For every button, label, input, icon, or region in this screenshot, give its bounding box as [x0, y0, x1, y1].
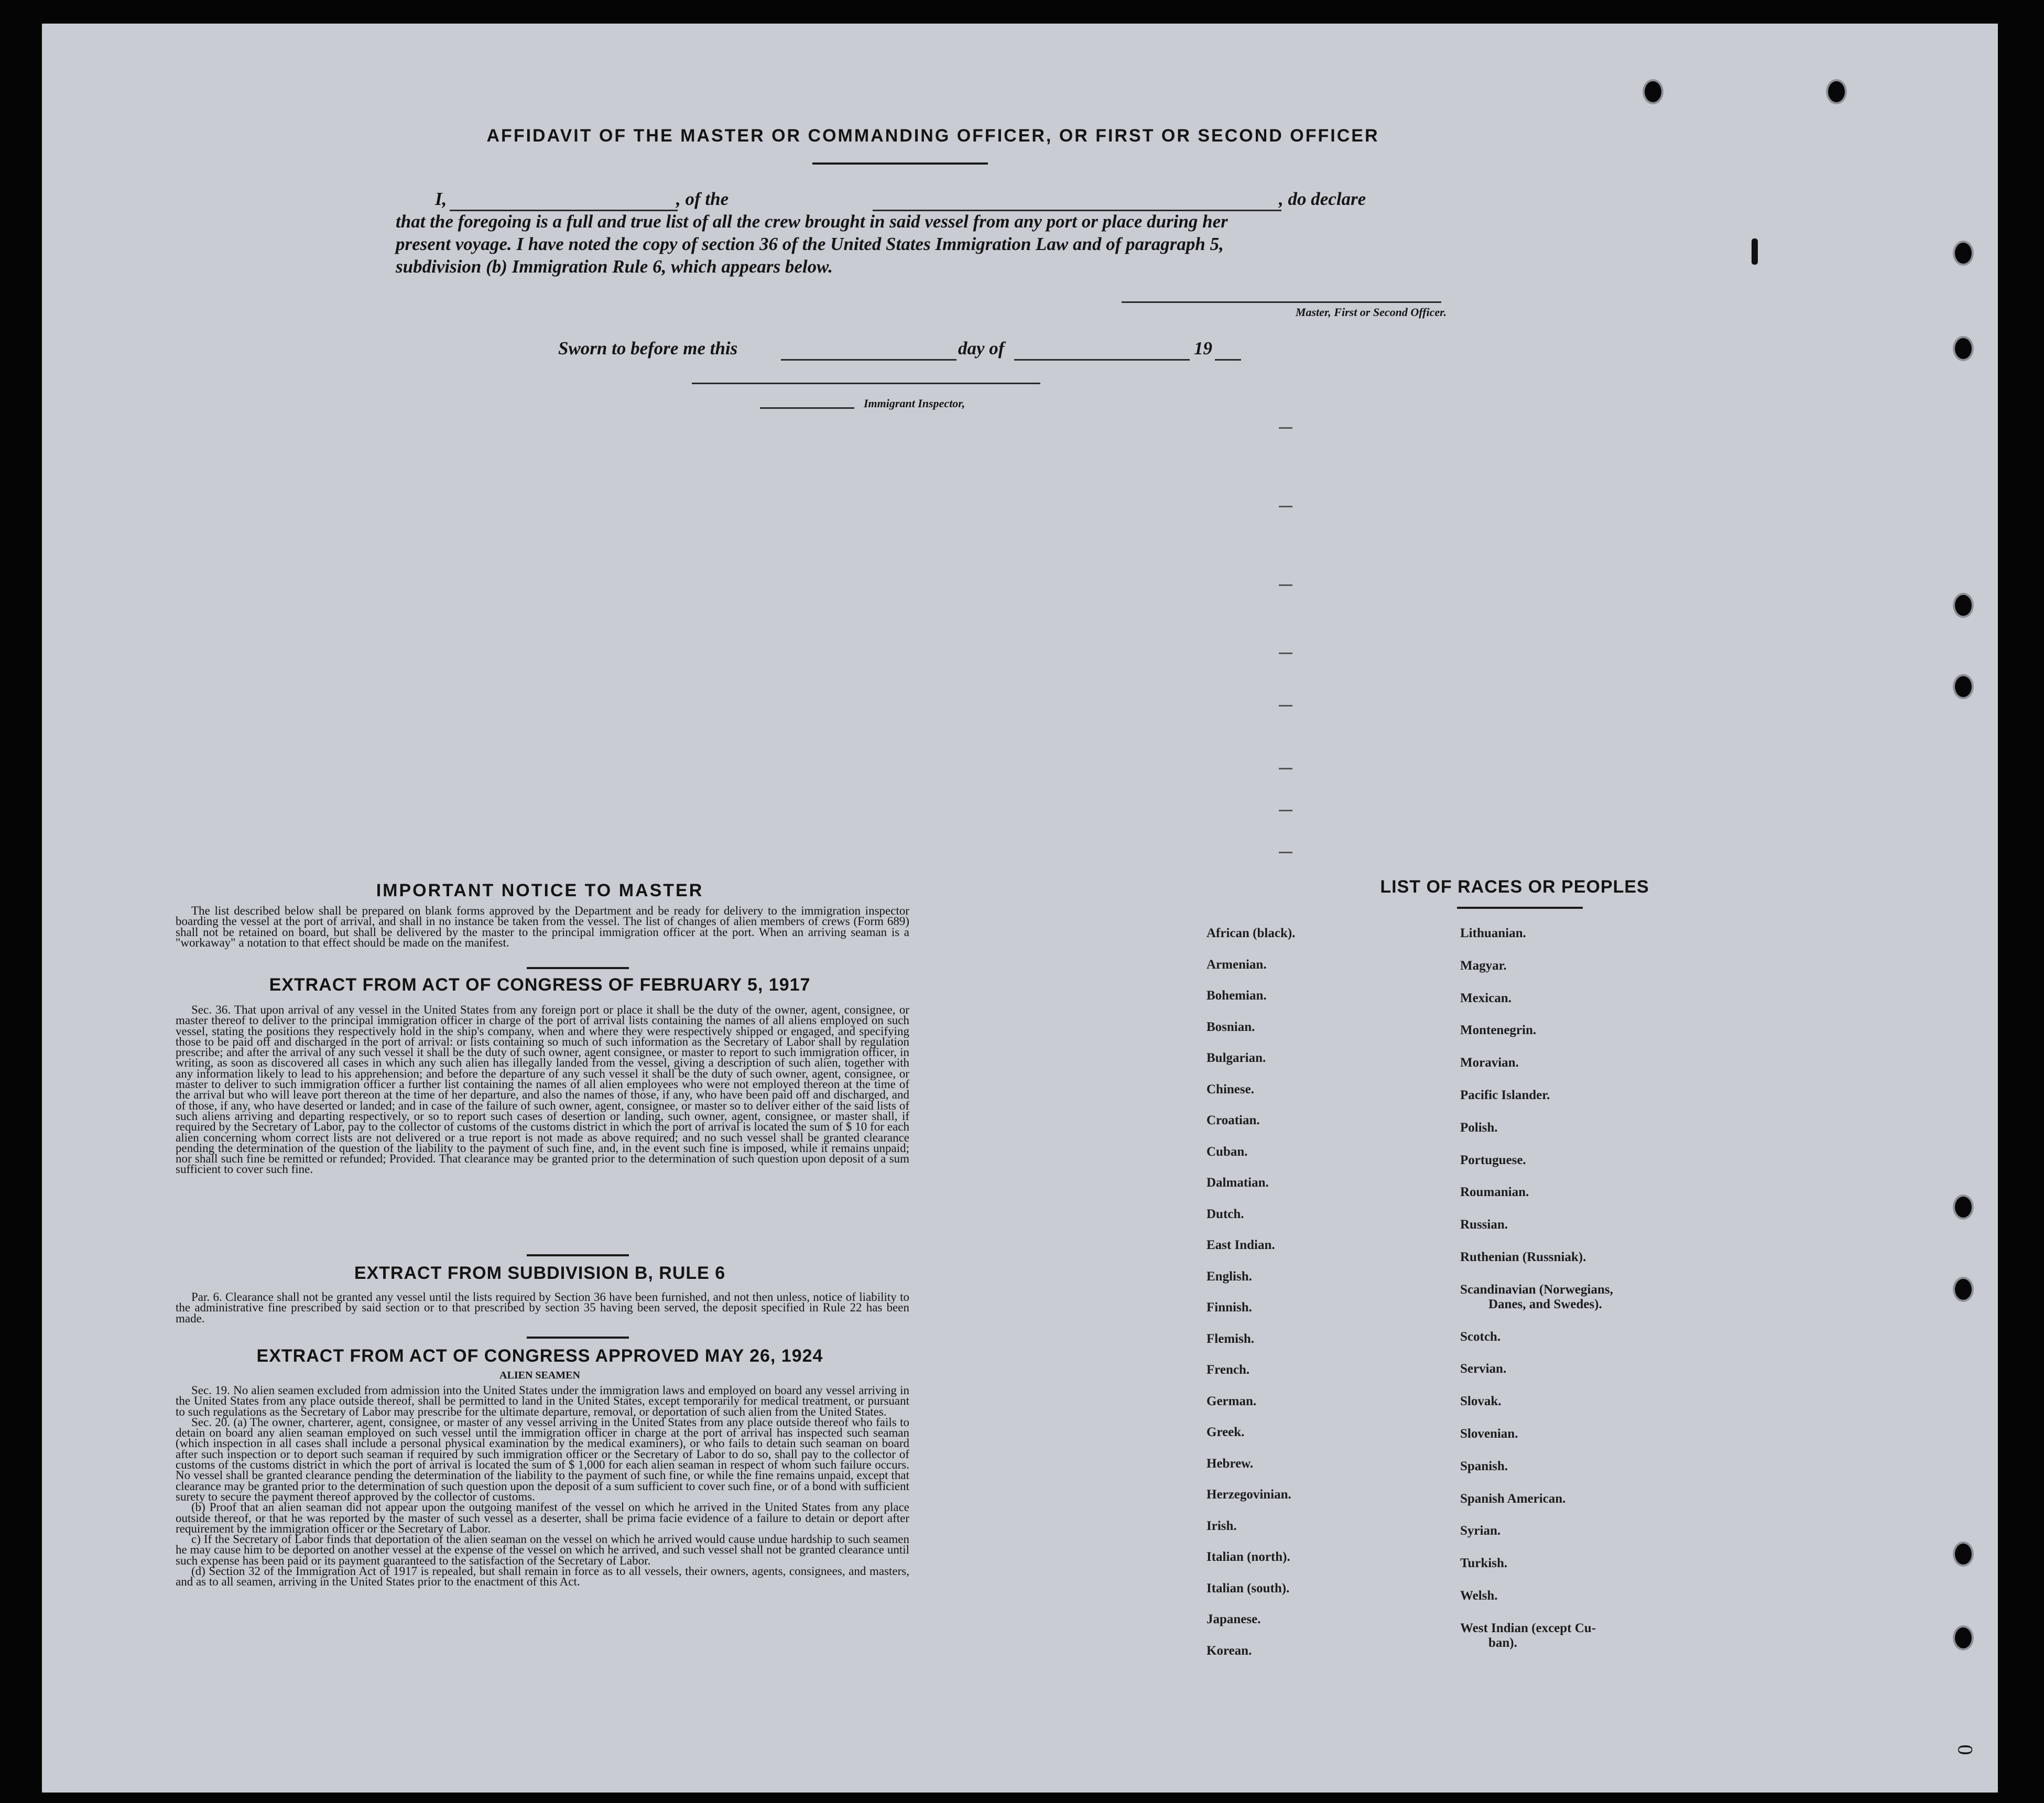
inspector-signature-line[interactable] [692, 383, 1040, 384]
faint-dash [1279, 653, 1292, 654]
race-item: Pacific Islander. [1460, 1088, 1550, 1102]
extract-1924-text [176, 1385, 909, 1588]
faint-dash [1279, 427, 1292, 429]
extract-1924-subtitle: ALIEN SEAMEN [499, 1370, 580, 1381]
master-signature-label: Master, First or Second Officer. [1295, 306, 1447, 319]
race-item: Hebrew. [1206, 1456, 1254, 1471]
extract-1917-rule [527, 1254, 629, 1256]
notice-paragraph: The list described below shall be prepared on blank forms approved by the Department and be ready for delivery to the immigration inspector boarding the vessel at the port of arrival, and shall in no instance be taken from the vessel. The list of changes of alien members of crews (Form 689) shall not be retained on board, but shall be delivered by the master to the principal immigration officer at the port. When an arriving seaman is a "workaway" a notation to that effect should be made on the manifest. [176, 904, 909, 949]
race-item: Dutch. [1206, 1207, 1244, 1221]
race-item: West Indian (except Cu- [1460, 1621, 1596, 1635]
sworn-day-line[interactable] [781, 359, 956, 361]
race-item: Scandinavian (Norwegians, [1460, 1282, 1613, 1297]
faint-dash [1279, 852, 1292, 853]
race-item: Flemish. [1206, 1331, 1254, 1346]
races-title-rule [1457, 907, 1583, 909]
sworn-year-line[interactable] [1215, 359, 1241, 361]
race-item: English. [1206, 1269, 1252, 1284]
affidavit-line4: subdivision (b) Immigration Rule 6, which appears below. [396, 256, 833, 277]
races-title: LIST OF RACES OR PEOPLES [1380, 877, 1649, 897]
race-item: Mexican. [1460, 991, 1512, 1005]
extract-rule6-title: EXTRACT FROM SUBDIVISION B, RULE 6 [354, 1263, 726, 1283]
rule6-paragraph: Par. 6. Clearance shall not be granted any vessel until the lists required by Section 36 have been furnished, and not then unless, notice of liability to the administrative fine prescribed by said section or to that prescribed by section 35 having been served, the deposit specified in Rule 22 has been made. [176, 1290, 909, 1325]
binder-hole [1828, 81, 1845, 102]
sworn-year: 19 [1194, 338, 1212, 359]
binder-hole [1955, 595, 1972, 616]
race-item: Syrian. [1460, 1524, 1501, 1538]
binder-hole [1645, 81, 1661, 102]
section-20c-paragraph: c) If the Secretary of Labor finds that deportation of the alien seaman on the vessel on which he arrived would cause undue hardship to such seamen he may cause him to be deported on another vessel at the expense of the vessel on which he arrived, and such vessel shall not be granted clearance until such expense has been paid or its payment guaranteed to the satisfaction of the Secretary of Labor. [176, 1533, 909, 1567]
race-item: Japanese. [1206, 1612, 1261, 1626]
race-item: Bohemian. [1206, 989, 1267, 1003]
race-item: Polish. [1460, 1120, 1498, 1135]
extract-1924-title: EXTRACT FROM ACT OF CONGRESS APPROVED MAY 26, 1924 [256, 1346, 823, 1366]
faint-dash [1279, 705, 1292, 707]
sworn-month-line[interactable] [1014, 359, 1190, 361]
race-item: Irish. [1206, 1518, 1237, 1533]
binder-hole [1955, 338, 1972, 359]
binder-hole [1955, 243, 1972, 264]
document-sheet [42, 24, 1998, 1793]
race-item: Slovenian. [1460, 1427, 1518, 1441]
affidavit-of-the: , of the [676, 189, 729, 209]
extract-rule6-rule [527, 1337, 629, 1339]
race-item: Armenian. [1206, 957, 1267, 972]
binder-hole [1955, 676, 1972, 697]
affidavit-title: AFFIDAVIT OF THE MASTER OR COMMANDING OFFICER, OR FIRST OR SECOND OFFICER [486, 126, 1379, 146]
binder-hole [1955, 1197, 1972, 1218]
faint-dash [1279, 768, 1292, 769]
race-item: Spanish American. [1460, 1491, 1566, 1506]
extract-rule6-text [176, 1292, 909, 1324]
margin-mark: 0 [1953, 1744, 1977, 1755]
faint-dash [1279, 810, 1292, 811]
race-item: Croatian. [1206, 1113, 1260, 1127]
race-item: Bulgarian. [1206, 1051, 1266, 1065]
faint-dash [1279, 584, 1292, 586]
race-item: East Indian. [1206, 1238, 1275, 1252]
section-19-paragraph: Sec. 19. No alien seamen excluded from admission into the United States under the immigration laws and employed on board any vessel arriving in the United States from any place outside thereof, shall be permitted to land in the United States, except temporarily for medical treatment, or pursuant to such regulations as the Secretary of Labor may prescribe for the ultimate departure, removal, or deportation of such alien from the United States. [176, 1384, 909, 1418]
race-item: ban). [1488, 1635, 1517, 1650]
section-36-paragraph: Sec. 36. That upon arrival of any vessel in the United States from any foreign port or place it shall be the duty of the owner, agent, consignee, or master thereof to deliver to the principal immigration officer in charge of the port of arrival lists containing the names of all aliens employed on such vessel, stating the positions they respectively hold in the ship's company, when and where they were respectively shipped or engaged, and specifying those to be paid off and discharged in the port of arrival: or lists containing so much of such information as the Secretary of Labor shall by regulation prescribe; and after the arrival of any such vessel it shall be the duty of such owner, agent consignee, or master to report to such immigration officer, in writing, as soon as discovered all cases in which any such alien has illegally landed from the vessel, giving a description of such alien, together with any information likely to lead to his apprehension; and before the departure of any such vessel it shall be the duty of such owner, agent, consignee, or master to deliver to such immigration officer a further list containing the names of all alien employees who were not employed thereon at the time of the arrival but who will leave port thereon at the time of her departure, and also the names of those, if any, who have been paid off and discharged, and of those, if any, who have deserted or landed; and in case of the failure of such owner, agent, consignee, or master so to deliver either of the said lists of such aliens arriving and departing respectively, or so to report such cases of desertion or landing, such owner, agent, consignee, or master shall, if required by the Secretary of Labor, pay to the collector of customs of the customs district in which the port of arrival is located the sum of $ 10 for each alien concerning whom correct lists are not delivered or a true report is not made as above required; and no such vessel shall be granted clearance pending the determination of the question of the liability to the payment of such fine, and, in the event such fine is imposed, while it remains unpaid; nor shall such fine be remitted or refunded; Provided. That clearance may be granted prior to the determination of such question upon deposit of a sum sufficient to cover such fine. [176, 1003, 909, 1176]
notice-text [176, 906, 909, 948]
race-item: Montenegrin. [1460, 1023, 1537, 1038]
sworn-prefix: Sworn to before me this [558, 338, 738, 359]
race-item: Bosnian. [1206, 1019, 1255, 1034]
extract-1917-title: EXTRACT FROM ACT OF CONGRESS OF FEBRUARY 5, 1917 [269, 975, 811, 995]
affidavit-i: I, [435, 189, 447, 209]
section-20d-paragraph: (d) Section 32 of the Immigration Act of 1917 is repealed, but shall remain in force as to all vessels, their owners, agents, consignees, and masters, and as to all seamen, arriving in the United States prior to the enactment of this Act. [176, 1565, 909, 1589]
race-item: Magyar. [1460, 958, 1507, 973]
race-item: Moravian. [1460, 1056, 1519, 1070]
race-item: Herzegovinian. [1206, 1487, 1291, 1502]
binder-hole [1955, 1627, 1972, 1648]
race-item: Scotch. [1460, 1329, 1501, 1344]
race-item: Welsh. [1460, 1589, 1498, 1603]
binder-hole [1955, 1544, 1972, 1565]
race-item: Italian (south). [1206, 1581, 1290, 1595]
race-item: Italian (north). [1206, 1550, 1290, 1564]
race-item: Dalmatian. [1206, 1176, 1269, 1190]
race-item: Portuguese. [1460, 1153, 1526, 1167]
race-item: Servian. [1460, 1362, 1507, 1376]
faint-dash [1279, 506, 1292, 507]
race-item: Slovak. [1460, 1394, 1502, 1409]
race-item: Chinese. [1206, 1082, 1254, 1096]
race-item: Cuban. [1206, 1144, 1248, 1159]
ink-mark [1752, 238, 1758, 265]
race-item: Spanish. [1460, 1459, 1508, 1473]
race-item: Korean. [1206, 1643, 1252, 1658]
section-20a-paragraph: Sec. 20. (a) The owner, charterer, agent, consignee, or master of any vessel arriving in the United States from any place outside thereof who fails to detain on board any alien seaman employed on such vessel until the immigration officer in charge at the port of arrival has inspected such seaman (which inspection in all cases shall include a personal physical examination by the medical examiners), or who fails to detain such seaman on board after such inspection or to deport such seaman if required by such immigration officer or the Secretary of Labor to do so, shall pay to the collector of customs of the customs district in which the port of arrival is located the sum of $ 1,000 for each alien seaman in respect of whom such failure occurs. No vessel shall be granted clearance pending the determination of the liability to the payment of such fine, or while the fine remains unpaid, except that clearance may be granted prior to the determination of such question upon the deposit of a sum sufficient to cover such fine, or of a bond with sufficient surety to secure the payment thereof approved by the collector of customs. [176, 1415, 909, 1503]
race-item: Turkish. [1460, 1556, 1508, 1571]
race-item: Finnish. [1206, 1300, 1252, 1315]
race-item: Danes, and Swedes). [1488, 1297, 1602, 1311]
race-item: Roumanian. [1460, 1185, 1529, 1200]
race-item: German. [1206, 1394, 1257, 1408]
inspector-short-line [760, 407, 854, 409]
inspector-label: Immigrant Inspector, [864, 397, 965, 410]
sworn-line [42, 338, 1457, 363]
affidavit-declare: , do declare [1279, 189, 1366, 209]
extract-1917-text [176, 1005, 909, 1175]
master-signature-line[interactable] [1122, 301, 1441, 303]
notice-rule [527, 967, 629, 969]
sworn-day-of: day of [958, 338, 1005, 359]
notice-title: IMPORTANT NOTICE TO MASTER [376, 881, 704, 900]
race-item: Ruthenian (Russniak). [1460, 1250, 1586, 1264]
section-20b-paragraph: (b) Proof that an alien seaman did not appear upon the outgoing manifest of the vessel on which he arrived in the United States from any place outside thereof, or that he was reported by the master of such vessel as a deserter, shall be prima facie evidence of a failure to detain or deport after requirement by the immigration officer or the Secretary of Labor. [176, 1501, 909, 1535]
race-item: Greek. [1206, 1425, 1245, 1439]
binder-hole [1955, 1279, 1972, 1300]
affidavit-line3: present voyage. I have noted the copy of section 36 of the United States Immigration Law and of paragraph 5, [396, 234, 1224, 254]
race-item: French. [1206, 1363, 1250, 1377]
affidavit-line2: that the foregoing is a full and true list of all the crew brought in said vessel from any port or place during her [396, 211, 1228, 232]
affidavit-line1 [42, 189, 1457, 214]
race-item: Russian. [1460, 1218, 1508, 1232]
race-item: Lithuanian. [1460, 926, 1526, 940]
affidavit-title-rule [812, 162, 988, 165]
race-item: African (black). [1206, 926, 1296, 940]
